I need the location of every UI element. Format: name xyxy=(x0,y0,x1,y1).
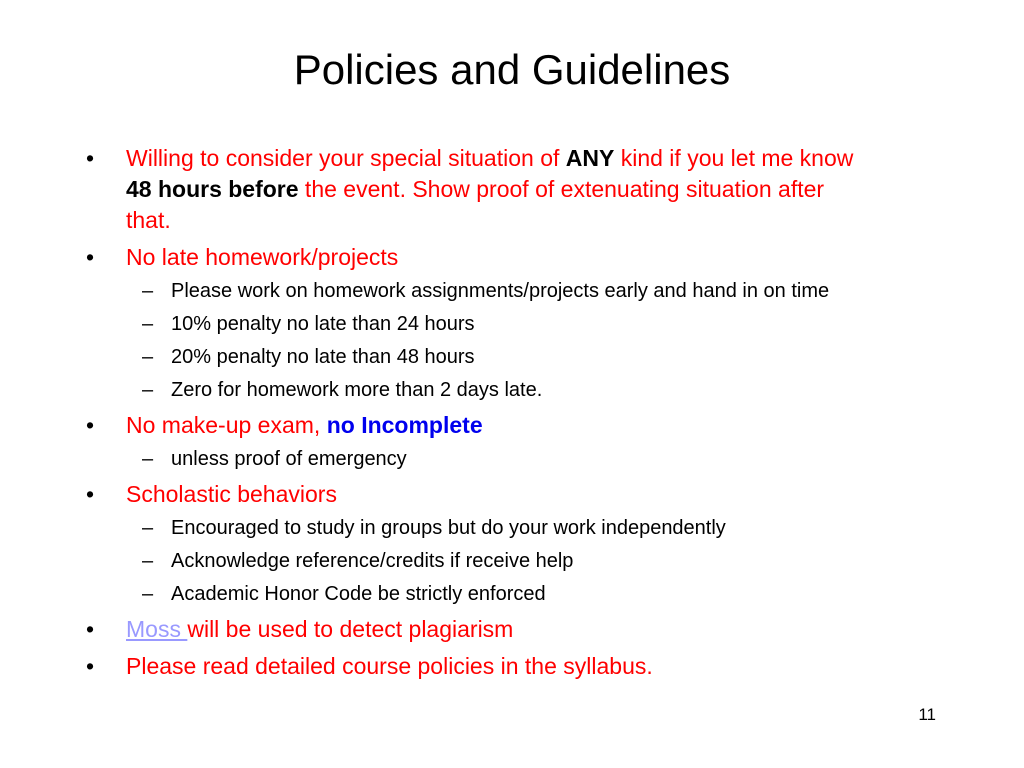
sub-item-text: Please work on homework assignments/projects early and hand in on time xyxy=(171,280,830,302)
sub-item-text: Encouraged to study in groups but do your work independently xyxy=(171,517,726,539)
bullet-text: Scholastic behaviors xyxy=(126,481,337,507)
bullet-marker: • xyxy=(86,412,95,438)
sub-item-text: Acknowledge reference/credits if receive help xyxy=(171,550,574,572)
emphasis-48-hours: 48 hours before xyxy=(126,176,299,202)
bullet-marker: • xyxy=(86,244,95,270)
dash-marker: – xyxy=(142,379,154,401)
dash-marker: – xyxy=(142,346,154,368)
dash-marker: – xyxy=(142,583,154,605)
bullet-text: No late homework/projects xyxy=(126,244,399,270)
bullet-marker: • xyxy=(86,145,95,171)
sub-item-text: Zero for homework more than 2 days late. xyxy=(171,379,543,401)
page-number: 11 xyxy=(918,705,936,724)
dash-marker: – xyxy=(142,280,154,302)
sub-item-text: Academic Honor Code be strictly enforced xyxy=(171,583,546,605)
sub-item-text: 10% penalty no late than 24 hours xyxy=(171,313,475,335)
sub-item-text: 20% penalty no late than 48 hours xyxy=(171,346,475,368)
dash-marker: – xyxy=(142,550,154,572)
bullet-text: No make-up exam, no Incomplete xyxy=(126,412,483,438)
bullet-marker: • xyxy=(86,481,95,507)
emphasis-no-incomplete: no Incomplete xyxy=(326,412,483,438)
dash-marker: – xyxy=(142,313,154,335)
bullet-text: Please read detailed course policies in the syllabus. xyxy=(126,653,653,679)
bullet-marker: • xyxy=(86,616,95,642)
bullet-marker: • xyxy=(86,653,95,679)
bullet-text: Willing to consider your special situation of ANY kind if you let me know 48 hours before the event. Show proof of extenuating situation after that. xyxy=(126,145,854,233)
emphasis-any: ANY xyxy=(565,145,615,171)
sub-item-text: unless proof of emergency xyxy=(171,448,407,470)
moss-link[interactable]: Moss xyxy=(126,616,188,642)
slide-title: Policies and Guidelines xyxy=(293,46,731,93)
dash-marker: – xyxy=(142,448,154,470)
dash-marker: – xyxy=(142,517,154,539)
bullet-text: Moss will be used to detect plagiarism xyxy=(126,616,514,642)
